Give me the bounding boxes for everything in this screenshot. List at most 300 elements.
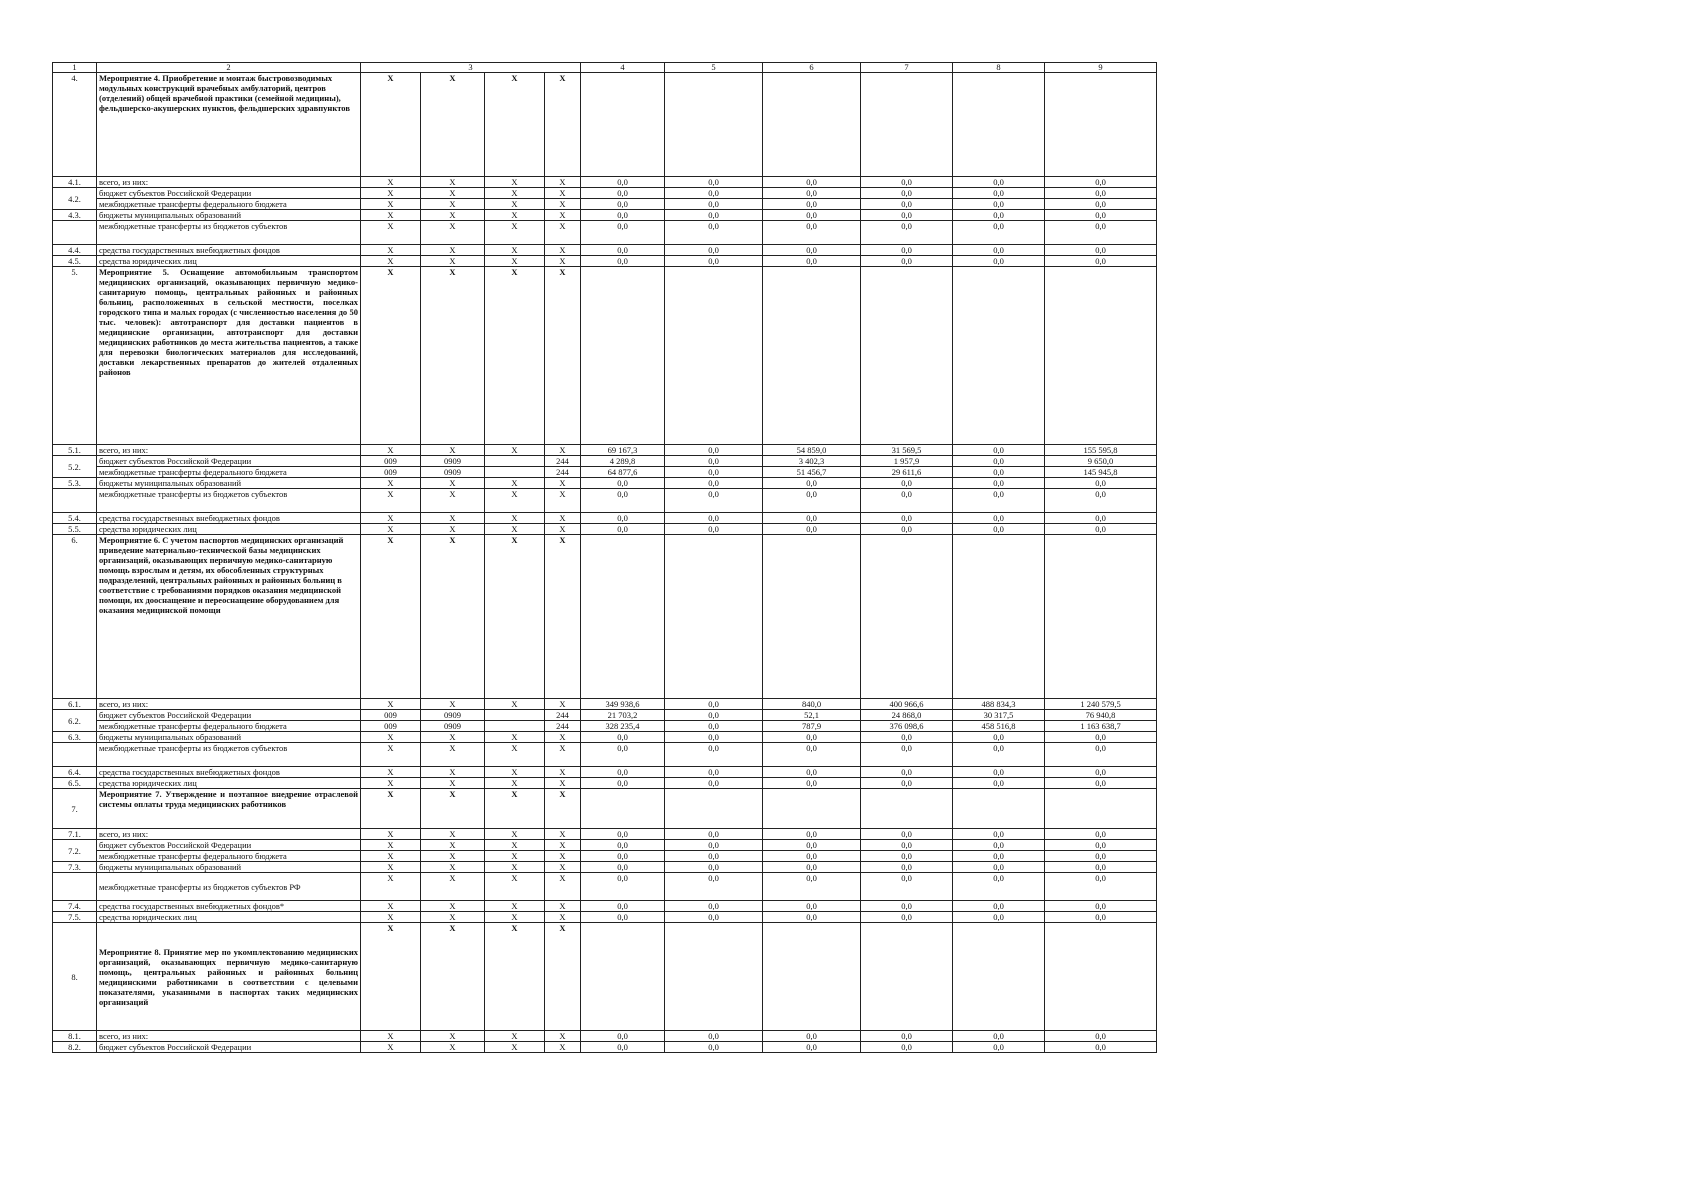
budget-code-cell: 244 (545, 467, 581, 478)
amount-cell: 400 966,6 (861, 699, 953, 710)
budget-code-cell: X (545, 901, 581, 912)
budget-table (52, 62, 1157, 1053)
event-value-empty (1045, 535, 1157, 699)
amount-cell: 0,0 (665, 210, 763, 221)
budget-code-cell: X (545, 524, 581, 535)
budget-code-cell: X (361, 256, 421, 267)
event-number: 5. (53, 267, 97, 445)
budget-code-cell: X (485, 513, 545, 524)
amount-cell: 0,0 (1045, 524, 1157, 535)
line-number: 7.4. (53, 901, 97, 912)
amount-cell: 0,0 (763, 177, 861, 188)
budget-code-cell (485, 721, 545, 732)
budget-code-cell: X (361, 767, 421, 778)
amount-cell: 0,0 (953, 177, 1045, 188)
line-number (53, 221, 97, 245)
col-header-7: 7 (861, 63, 953, 73)
budget-code-cell: 244 (545, 721, 581, 732)
amount-cell: 0,0 (1045, 199, 1157, 210)
budget-code-cell: X (545, 912, 581, 923)
amount-cell: 0,0 (665, 732, 763, 743)
budget-code-cell: X (545, 699, 581, 710)
budget-code-cell: X (485, 862, 545, 873)
line-number: 7.3. (53, 862, 97, 873)
col-header-1: 1 (53, 63, 97, 73)
amount-cell: 0,0 (763, 489, 861, 513)
amount-cell: 0,0 (581, 767, 665, 778)
line-number: 5.5. (53, 524, 97, 535)
amount-cell: 0,0 (953, 467, 1045, 478)
amount-cell: 0,0 (763, 524, 861, 535)
amount-cell: 0,0 (953, 221, 1045, 245)
amount-cell: 0,0 (861, 199, 953, 210)
col-header-3: 3 (361, 63, 581, 73)
line-number: 6.4. (53, 767, 97, 778)
col-header-8: 8 (953, 63, 1045, 73)
budget-code-cell: X (545, 778, 581, 789)
line-label: межбюджетные трансферты из бюджетов субъектов (97, 489, 361, 513)
budget-code-cell: X (545, 489, 581, 513)
amount-cell: 0,0 (763, 199, 861, 210)
amount-cell: 0,0 (665, 513, 763, 524)
budget-line-row (53, 478, 1157, 489)
budget-line-row (53, 901, 1157, 912)
budget-code-cell: X (545, 221, 581, 245)
event-code-mark: X (545, 267, 581, 445)
amount-cell: 0,0 (953, 778, 1045, 789)
amount-cell: 0,0 (953, 732, 1045, 743)
line-label: средства юридических лиц (97, 912, 361, 923)
budget-code-cell: X (545, 829, 581, 840)
amount-cell: 0,0 (861, 489, 953, 513)
line-label: бюджет субъектов Российской Федерации (97, 456, 361, 467)
line-label: бюджет субъектов Российской Федерации (97, 840, 361, 851)
event-row (53, 535, 1157, 699)
line-label: средства государственных внебюджетных фондов (97, 245, 361, 256)
budget-code-cell: X (421, 199, 485, 210)
event-code-mark: X (361, 923, 421, 1031)
budget-code-cell: X (485, 699, 545, 710)
event-value-empty (1045, 73, 1157, 177)
amount-cell: 0,0 (953, 199, 1045, 210)
amount-cell: 0,0 (953, 489, 1045, 513)
budget-code-cell: X (421, 862, 485, 873)
budget-line-row (53, 767, 1157, 778)
budget-code-cell: X (485, 177, 545, 188)
line-label: всего, из них: (97, 829, 361, 840)
amount-cell: 0,0 (581, 221, 665, 245)
budget-line-row (53, 221, 1157, 245)
event-value-empty (665, 535, 763, 699)
event-row (53, 789, 1157, 829)
amount-cell: 0,0 (861, 478, 953, 489)
amount-cell: 0,0 (1045, 829, 1157, 840)
amount-cell: 349 938,6 (581, 699, 665, 710)
event-row (53, 923, 1157, 1031)
line-label: бюджет субъектов Российской Федерации (97, 1042, 361, 1053)
budget-code-cell: X (545, 188, 581, 199)
amount-cell: 21 703,2 (581, 710, 665, 721)
amount-cell: 0,0 (665, 710, 763, 721)
event-value-empty (665, 923, 763, 1031)
amount-cell: 0,0 (953, 188, 1045, 199)
line-label: бюджеты муниципальных образований (97, 862, 361, 873)
amount-cell: 0,0 (953, 912, 1045, 923)
amount-cell: 0,0 (861, 767, 953, 778)
line-number: 5.2. (53, 456, 97, 478)
amount-cell: 0,0 (581, 210, 665, 221)
line-number: 8.2. (53, 1042, 97, 1053)
amount-cell: 0,0 (861, 732, 953, 743)
amount-cell: 0,0 (953, 245, 1045, 256)
amount-cell: 0,0 (953, 256, 1045, 267)
amount-cell: 0,0 (953, 513, 1045, 524)
amount-cell: 0,0 (953, 873, 1045, 901)
amount-cell: 0,0 (953, 862, 1045, 873)
budget-line-row (53, 467, 1157, 478)
line-label: всего, из них: (97, 1031, 361, 1042)
amount-cell: 9 650,0 (1045, 456, 1157, 467)
budget-line-row (53, 743, 1157, 767)
amount-cell: 52,1 (763, 710, 861, 721)
budget-code-cell: X (421, 513, 485, 524)
col-header-6: 6 (763, 63, 861, 73)
amount-cell: 0,0 (861, 851, 953, 862)
col-header-4: 4 (581, 63, 665, 73)
budget-code-cell: X (361, 1031, 421, 1042)
amount-cell: 0,0 (665, 829, 763, 840)
amount-cell: 1 163 638,7 (1045, 721, 1157, 732)
amount-cell: 0,0 (581, 188, 665, 199)
amount-cell: 0,0 (665, 177, 763, 188)
amount-cell: 0,0 (581, 1031, 665, 1042)
amount-cell: 64 877,6 (581, 467, 665, 478)
amount-cell: 1 240 579,5 (1045, 699, 1157, 710)
budget-line-row (53, 524, 1157, 535)
budget-code-cell: X (485, 478, 545, 489)
amount-cell: 3 402,3 (763, 456, 861, 467)
amount-cell: 0,0 (665, 743, 763, 767)
event-value-empty (763, 789, 861, 829)
amount-cell: 24 868,0 (861, 710, 953, 721)
line-number: 8.1. (53, 1031, 97, 1042)
budget-line-row (53, 245, 1157, 256)
budget-code-cell (485, 710, 545, 721)
budget-code-cell: X (485, 256, 545, 267)
budget-line-row (53, 256, 1157, 267)
event-code-mark: X (421, 923, 485, 1031)
line-number: 6.5. (53, 778, 97, 789)
budget-code-cell: X (421, 901, 485, 912)
event-code-mark: X (421, 535, 485, 699)
budget-code-cell: X (421, 829, 485, 840)
budget-line-row (53, 862, 1157, 873)
line-number (53, 489, 97, 513)
amount-cell: 376 098,6 (861, 721, 953, 732)
event-code-mark: X (485, 535, 545, 699)
budget-line-row (53, 840, 1157, 851)
line-number: 4.5. (53, 256, 97, 267)
amount-cell: 0,0 (763, 245, 861, 256)
amount-cell: 155 595,8 (1045, 445, 1157, 456)
amount-cell: 0,0 (665, 467, 763, 478)
line-label: межбюджетные трансферты федерального бюджета (97, 199, 361, 210)
budget-line-row (53, 489, 1157, 513)
event-code-mark: X (485, 73, 545, 177)
amount-cell: 0,0 (763, 767, 861, 778)
amount-cell: 0,0 (953, 1031, 1045, 1042)
budget-code-cell: X (421, 840, 485, 851)
budget-code-cell: X (421, 445, 485, 456)
budget-code-cell: X (421, 210, 485, 221)
budget-line-row (53, 1031, 1157, 1042)
amount-cell: 0,0 (861, 862, 953, 873)
amount-cell: 31 569,5 (861, 445, 953, 456)
amount-cell: 0,0 (953, 456, 1045, 467)
budget-code-cell: X (361, 743, 421, 767)
amount-cell: 0,0 (665, 721, 763, 732)
line-label: межбюджетные трансферты федерального бюджета (97, 851, 361, 862)
amount-cell: 0,0 (665, 873, 763, 901)
amount-cell: 29 611,6 (861, 467, 953, 478)
budget-line-row (53, 456, 1157, 467)
budget-line-row (53, 732, 1157, 743)
budget-code-cell: X (545, 513, 581, 524)
amount-cell: 0,0 (953, 743, 1045, 767)
amount-cell: 0,0 (581, 862, 665, 873)
event-value-empty (1045, 267, 1157, 445)
amount-cell: 0,0 (763, 732, 861, 743)
amount-cell: 0,0 (861, 743, 953, 767)
amount-cell: 0,0 (1045, 912, 1157, 923)
budget-line-row (53, 513, 1157, 524)
line-number: 4.3. (53, 210, 97, 221)
line-number: 4.1. (53, 177, 97, 188)
budget-line-row (53, 721, 1157, 732)
budget-line-row (53, 851, 1157, 862)
amount-cell: 0,0 (763, 840, 861, 851)
budget-line-row (53, 829, 1157, 840)
col-header-9: 9 (1045, 63, 1157, 73)
budget-code-cell: X (421, 188, 485, 199)
budget-code-cell: X (485, 912, 545, 923)
budget-code-cell: 009 (361, 456, 421, 467)
event-value-empty (953, 535, 1045, 699)
amount-cell: 145 945,8 (1045, 467, 1157, 478)
amount-cell: 0,0 (665, 524, 763, 535)
amount-cell: 0,0 (1045, 489, 1157, 513)
line-label: средства юридических лиц (97, 256, 361, 267)
line-label: бюджеты муниципальных образований (97, 210, 361, 221)
event-value-empty (763, 535, 861, 699)
budget-code-cell: X (485, 489, 545, 513)
budget-code-cell: X (545, 862, 581, 873)
amount-cell: 0,0 (665, 901, 763, 912)
budget-code-cell: X (421, 478, 485, 489)
event-code-mark: X (361, 535, 421, 699)
line-label: бюджет субъектов Российской Федерации (97, 710, 361, 721)
amount-cell: 0,0 (953, 767, 1045, 778)
event-code-mark: X (545, 535, 581, 699)
budget-code-cell: X (485, 901, 545, 912)
amount-cell: 0,0 (763, 873, 861, 901)
amount-cell: 0,0 (953, 840, 1045, 851)
line-label: средства юридических лиц (97, 778, 361, 789)
amount-cell: 0,0 (581, 732, 665, 743)
line-label: средства государственных внебюджетных фондов (97, 767, 361, 778)
event-code-mark: X (421, 73, 485, 177)
line-label: средства государственных внебюджетных фондов* (97, 901, 361, 912)
event-value-empty (581, 535, 665, 699)
event-value-empty (861, 267, 953, 445)
amount-cell: 4 289,8 (581, 456, 665, 467)
event-value-empty (953, 73, 1045, 177)
amount-cell: 0,0 (1045, 1031, 1157, 1042)
amount-cell: 0,0 (665, 256, 763, 267)
budget-code-cell: X (485, 210, 545, 221)
amount-cell: 0,0 (861, 840, 953, 851)
amount-cell: 0,0 (665, 245, 763, 256)
budget-code-cell: X (485, 743, 545, 767)
amount-cell: 0,0 (581, 778, 665, 789)
budget-code-cell: 009 (361, 467, 421, 478)
budget-code-cell: X (485, 829, 545, 840)
budget-line-row (53, 445, 1157, 456)
amount-cell: 0,0 (861, 245, 953, 256)
col-header-5: 5 (665, 63, 763, 73)
amount-cell: 0,0 (1045, 767, 1157, 778)
budget-code-cell: 0909 (421, 710, 485, 721)
amount-cell: 51 456,7 (763, 467, 861, 478)
budget-code-cell (485, 456, 545, 467)
amount-cell: 0,0 (1045, 478, 1157, 489)
budget-code-cell: X (421, 256, 485, 267)
amount-cell: 787,9 (763, 721, 861, 732)
budget-code-cell: X (361, 221, 421, 245)
line-label: межбюджетные трансферты из бюджетов субъектов (97, 221, 361, 245)
budget-code-cell: X (361, 840, 421, 851)
budget-line-row (53, 188, 1157, 199)
event-value-empty (953, 789, 1045, 829)
budget-code-cell: X (485, 199, 545, 210)
amount-cell: 0,0 (1045, 778, 1157, 789)
budget-code-cell: X (361, 699, 421, 710)
budget-code-cell: X (421, 489, 485, 513)
budget-code-cell: 0909 (421, 721, 485, 732)
amount-cell: 0,0 (665, 445, 763, 456)
line-number: 5.3. (53, 478, 97, 489)
event-value-empty (581, 923, 665, 1031)
amount-cell: 0,0 (763, 188, 861, 199)
budget-line-row (53, 199, 1157, 210)
amount-cell: 0,0 (1045, 210, 1157, 221)
event-title: Мероприятие 5. Оснащение автомобильным транспортом медицинских организаций, оказывающих первичную медико-санитарную помощь, центральных районных и районных больниц, расположенных в сельской местности, поселках городского типа и малых городах (с численностью населения до 50 тыс. человек): автотранспорт для доставки пациентов в медицинские организации, автотранспорт для доставки медицинских работников до места жительства пациентов, а также для перевозки биологических материалов для исследований, доставки лекарственных препаратов до жителей отдаленных районов (97, 267, 361, 445)
budget-code-cell: X (545, 851, 581, 862)
amount-cell: 0,0 (763, 901, 861, 912)
amount-cell: 0,0 (763, 210, 861, 221)
budget-code-cell: X (361, 445, 421, 456)
budget-code-cell: 244 (545, 456, 581, 467)
budget-code-cell: X (421, 851, 485, 862)
event-value-empty (763, 73, 861, 177)
budget-code-cell: X (545, 1042, 581, 1053)
budget-code-cell: 244 (545, 710, 581, 721)
event-code-mark: X (485, 789, 545, 829)
amount-cell: 0,0 (581, 524, 665, 535)
amount-cell: 0,0 (763, 478, 861, 489)
budget-code-cell: X (421, 699, 485, 710)
amount-cell: 0,0 (581, 177, 665, 188)
amount-cell: 0,0 (1045, 1042, 1157, 1053)
line-number: 4.2. (53, 188, 97, 210)
amount-cell: 0,0 (861, 912, 953, 923)
amount-cell: 0,0 (1045, 245, 1157, 256)
budget-code-cell: X (361, 851, 421, 862)
budget-code-cell: X (545, 840, 581, 851)
line-number (53, 743, 97, 767)
budget-table-sheet (52, 62, 1157, 1053)
amount-cell: 0,0 (1045, 873, 1157, 901)
line-label: межбюджетные трансферты из бюджетов субъектов (97, 743, 361, 767)
budget-code-cell: X (361, 1042, 421, 1053)
amount-cell: 0,0 (1045, 513, 1157, 524)
amount-cell: 0,0 (861, 177, 953, 188)
budget-code-cell: X (485, 524, 545, 535)
amount-cell: 488 834,3 (953, 699, 1045, 710)
amount-cell: 0,0 (1045, 840, 1157, 851)
amount-cell: 0,0 (861, 1031, 953, 1042)
budget-code-cell: X (485, 840, 545, 851)
amount-cell: 0,0 (581, 513, 665, 524)
budget-code-cell: X (545, 478, 581, 489)
amount-cell: 0,0 (665, 221, 763, 245)
budget-line-row (53, 912, 1157, 923)
line-number: 5.1. (53, 445, 97, 456)
amount-cell: 0,0 (861, 210, 953, 221)
budget-code-cell: X (361, 778, 421, 789)
budget-code-cell: X (485, 245, 545, 256)
event-value-empty (581, 267, 665, 445)
event-code-mark: X (361, 267, 421, 445)
budget-code-cell: X (545, 256, 581, 267)
amount-cell: 0,0 (1045, 732, 1157, 743)
budget-code-cell: 0909 (421, 456, 485, 467)
amount-cell: 0,0 (581, 489, 665, 513)
budget-code-cell: X (545, 199, 581, 210)
budget-code-cell: X (421, 743, 485, 767)
amount-cell: 0,0 (665, 912, 763, 923)
budget-code-cell: X (361, 245, 421, 256)
budget-code-cell: X (545, 1031, 581, 1042)
budget-code-cell: 009 (361, 721, 421, 732)
event-number: 6. (53, 535, 97, 699)
amount-cell: 0,0 (953, 901, 1045, 912)
budget-code-cell: X (545, 445, 581, 456)
budget-code-cell: X (545, 177, 581, 188)
line-label: межбюджетные трансферты из бюджетов субъектов РФ (97, 873, 361, 901)
amount-cell: 0,0 (665, 199, 763, 210)
event-number: 8. (53, 923, 97, 1031)
amount-cell: 0,0 (665, 862, 763, 873)
amount-cell: 0,0 (953, 524, 1045, 535)
amount-cell: 0,0 (763, 851, 861, 862)
budget-code-cell: X (421, 767, 485, 778)
amount-cell: 0,0 (763, 1042, 861, 1053)
event-value-empty (581, 73, 665, 177)
amount-cell: 0,0 (953, 851, 1045, 862)
table-body (53, 63, 1157, 1053)
budget-line-row (53, 873, 1157, 901)
